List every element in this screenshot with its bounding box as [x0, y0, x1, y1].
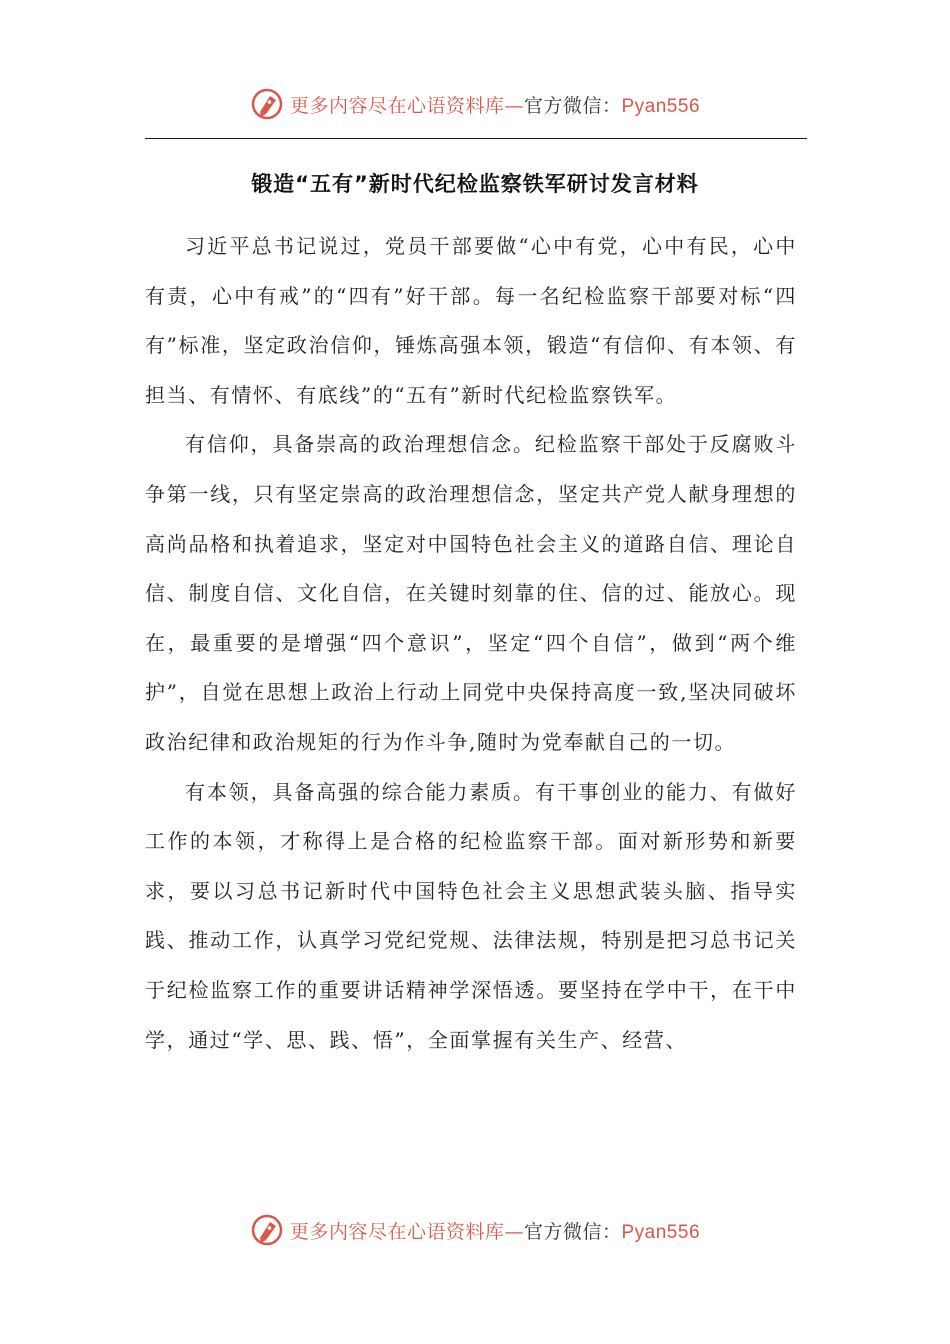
footer-banner — [0, 1210, 950, 1250]
footer-separator: — — [504, 1220, 524, 1243]
document-body — [145, 222, 797, 1162]
header-divider — [145, 138, 807, 139]
header-banner-text — [290, 91, 700, 118]
header-site-text: 更多内容尽在心语资料库 — [289, 94, 505, 117]
footer-banner-text — [290, 1217, 700, 1244]
header-official-label: 官方微信： — [523, 94, 622, 117]
header-wechat-id: Pyan556 — [621, 95, 701, 117]
header-separator: — — [504, 94, 524, 117]
document-title: 锻造“五有”新时代纪检监察铁军研讨发言材料 — [251, 172, 699, 196]
footer-site-text: 更多内容尽在心语资料库 — [289, 1220, 505, 1243]
paragraph-ability: 有本领，具备高强的综合能力素质。有干事创业的能力、有做好工作的本领，才称得上是合格的纪检监察干部。面对新形势和新要求，要以习总书记新时代中国特色社会主义思想武装头脑、指导实践、推动工作，认真学习党纪党规、法律法规，特别是把习总书记关于纪检监察工作的重要讲话精神学深悟透。要坚持在学中干，在干中学，通过“学、思、践、悟”，全面掌握有关生产、经营、 — [145, 779, 797, 1052]
footer-wechat-id: Pyan556 — [621, 1221, 701, 1243]
paragraph-intro: 习近平总书记说过，党员干部要做“心中有党，心中有民，心中有责，心中有戒”的“四有”好干部。每一名纪检监察干部要对标“四有”标准，坚定政治信仰，锤炼高强本领，锻造“有信仰、有本领、有担当、有情怀、有底线”的“五有”新时代纪检监察铁军。 — [145, 234, 797, 407]
pen-nib-logo-icon — [250, 87, 284, 121]
pen-nib-logo-icon — [250, 1213, 284, 1247]
header-banner — [0, 84, 950, 124]
footer-official-label: 官方微信： — [523, 1220, 622, 1243]
paragraph-faith: 有信仰，具备崇高的政治理想信念。纪检监察干部处于反腐败斗争第一线，只有坚定崇高的政治理想信念，坚定共产党人献身理想的高尚品格和执着追求，坚定对中国特色社会主义的道路自信、理论自信、制度自信、文化自信，在关键时刻靠的住、信的过、能放心。现在，最重要的是增强“四个意识”，坚定“四个自信”，做到“两个维护”，自觉在思想上政治上行动上同党中央保持高度一致,坚决同破坏政治纪律和政治规矩的行为作斗争,随时为党奉献自己的一切。 — [145, 432, 797, 754]
